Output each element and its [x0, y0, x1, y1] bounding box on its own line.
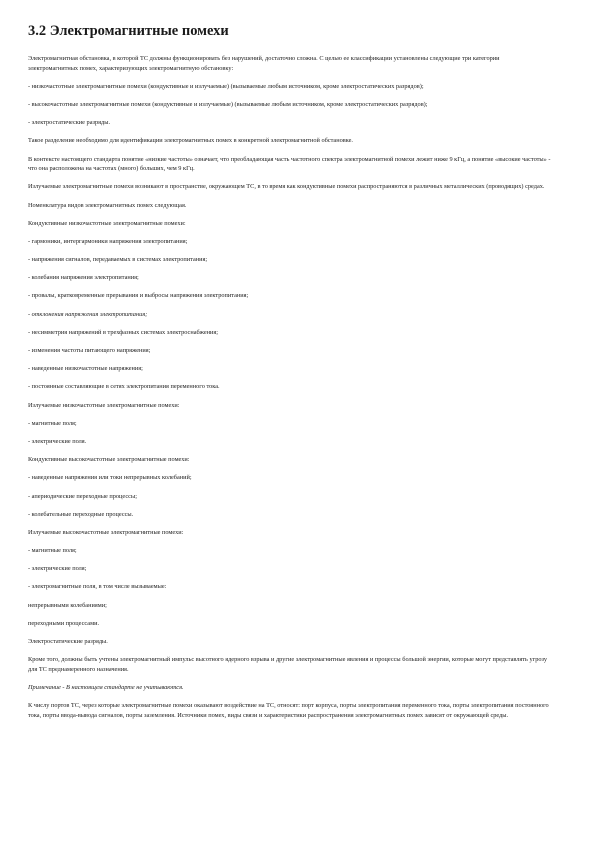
paragraph: В контексте настоящего стандарта понятие «низкие частоты» означает, что преобладающая часть частотного спектра электромагнитной помехи лежит ниже 9 кГц, а понятие «высокие частоты» - что она расположена на частотах (много) больших, чем 9 кГц.: [28, 155, 551, 173]
paragraph: - электростатические разряды.: [28, 119, 111, 127]
paragraph: - электрические поля;: [28, 565, 87, 573]
paragraph: - электрические поля.: [28, 437, 87, 445]
paragraph: Кроме того, должны быть учтены электромагнитный импульс высотного ядерного взрыва и другие электромагнитные явления и процессы большой энергии, которые могут представлять угрозу для ТС преднамеренного назначения.: [28, 656, 548, 673]
paragraph: непрерывными колебаниями;: [28, 601, 107, 609]
paragraph: Кондуктивные низкочастотные электромагнитные помехи:: [28, 219, 186, 227]
paragraph: - апериодические переходные процессы;: [28, 492, 137, 500]
paragraph: - колебательные переходные процессы.: [28, 510, 134, 518]
paragraph: - электромагнитные поля, в том числе вызываемые:: [28, 583, 167, 591]
section-body: [28, 54, 551, 720]
paragraph: Электромагнитная обстановка, в которой ТС должны функционировать без нарушений, достаточно сложна. С целью ее классификации установлены следующие три категории электромагнитных помех, характеризующих электромагнитную обстановку:: [28, 55, 500, 72]
paragraph: Излучаемые низкочастотные электромагнитные помехи:: [28, 401, 180, 409]
paragraph: Кондуктивные высокочастотные электромагнитные помехи:: [28, 456, 190, 464]
paragraph: - магнитные поля;: [28, 419, 77, 427]
paragraph: - колебания напряжения электропитания;: [28, 274, 139, 282]
paragraph: - наведенные напряжения или токи непрерывных колебаний;: [28, 474, 192, 482]
paragraph: Электростатические разряды.: [28, 638, 108, 645]
paragraph: - низкочастотные электромагнитные помехи (кондуктивные и излучаемые) (вызываемые любым источником, кроме электростатических разрядов);: [28, 82, 424, 90]
paragraph: - постоянные составляющие в сетях электропитания переменного тока.: [28, 383, 220, 391]
paragraph: - изменения частоты питающего напряжения;: [28, 347, 151, 354]
paragraph: - провалы, кратковременные прерывания и выбросы напряжения электропитания;: [28, 292, 249, 300]
paragraph: Примечание - В настоящем стандарте не учитываются.: [28, 683, 184, 691]
paragraph: Такое разделение необходимо для идентификации электромагнитных помех в конкретной электромагнитной обстановке.: [28, 137, 353, 145]
paragraph: - высокочастотные электромагнитные помехи (кондуктивные и излучаемые) (вызываемые любым источником, кроме электростатических разрядов);: [28, 100, 428, 108]
section-title: 3.2 Электромагнитные помехи: [28, 23, 229, 39]
paragraph: - напряжения сигналов, передаваемых в системах электропитания;: [28, 256, 208, 264]
paragraph: Номенклатура видов электромагнитных помех следующая.: [28, 201, 187, 209]
paragraph: - наведенные низкочастотные напряжения;: [28, 365, 143, 373]
paragraph: Излучаемые высокочастотные электромагнитные помехи:: [28, 528, 184, 536]
paragraph: Излучаемые электромагнитные помехи возникают в пространстве, окружающем ТС, в то время как кондуктивные помехи распространяются в различных металлических (проводящих) средах.: [28, 183, 545, 191]
paragraph: - отклонения напряжения электропитания;: [28, 310, 148, 318]
paragraph: - несимметрия напряжений в трехфазных системах электроснабжения;: [28, 328, 219, 336]
paragraph: - магнитные поля;: [28, 547, 77, 555]
paragraph: переходными процессами.: [28, 619, 100, 627]
paragraph: - гармоники, интергармоники напряжения электропитания;: [28, 237, 188, 245]
paragraph: К числу портов ТС, через которые электромагнитные помехи оказывают воздействие на ТС, относят: порт корпуса, порты электропитания переменного тока, порты электропитания постоянного тока, порты ввода-вывода сигналов, порты заземления. Источники помех, виды связи и характеристики распространения электромагнитных помех зависят от окружающей среды.: [28, 702, 549, 719]
